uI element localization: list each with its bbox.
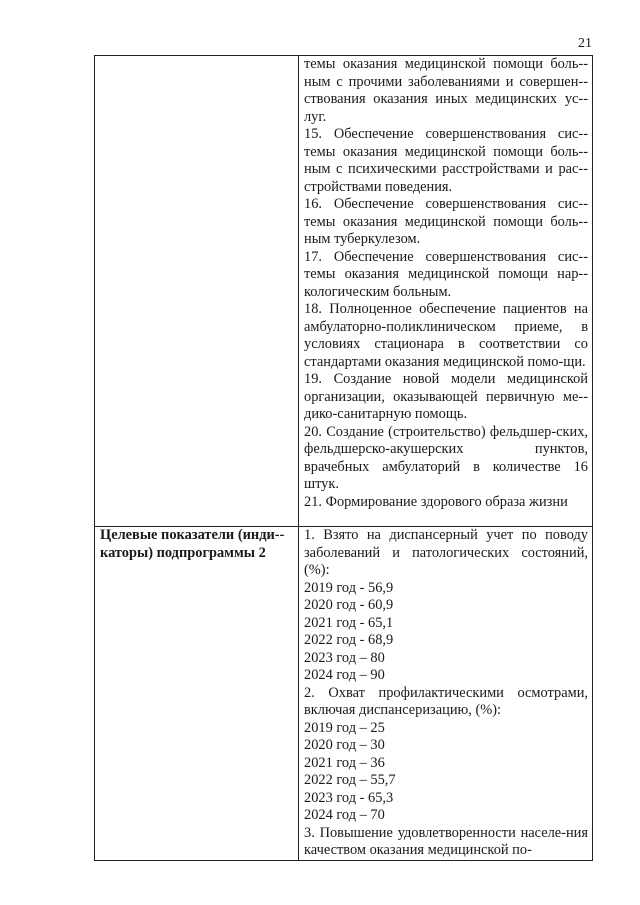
indicators-label: Целевые показатели (инди-каторы) подпрограммы 2 [100,527,285,561]
indicator-1-year-value: 2020 год - 60,9 [304,597,394,613]
indicators-label-cell [95,527,299,861]
indicator-2-year-value: 2023 год - 65,3 [304,789,394,806]
indicator-1-year-value: 2023 год – 80 [304,649,385,666]
task-paragraph: 15. Обеспечение совершенствования сис-темы оказания медицинской помощи боль-ным с психическими расстройствами и рас-стройствами поведения. [304,126,588,195]
indicators-content-cell [299,527,593,861]
indicator-2-year-value: 2021 год – 36 [304,754,385,771]
indicator-2-year-value: 2024 год – 70 [304,807,385,823]
task-paragraph: 17. Обеспечение совершенствования сис-темы оказания медицинской помощи нар-кологическим больным. [304,248,588,300]
indicator-2-year-value: 2022 год – 55,7 [304,772,396,788]
page-number: 21 [578,36,592,51]
indicator-3-title: 3. Повышение удовлетворенности населе-ния качеством оказания медицинской по- [304,824,588,858]
indicator-2-title: 2. Охват профилактическими осмотрами, включая диспансеризацию, (%): [304,684,588,718]
indicator-2-year-value: 2020 год – 30 [304,737,385,753]
indicator-1-year-value: 2024 год – 90 [304,667,385,683]
indicator-1-year-value: 2021 год - 65,1 [304,614,394,631]
subprogram-passport-table [94,55,593,861]
indicator-1-title: 1. Взято на диспансерный учет по поводу заболеваний и патологических состояний, (%): [304,527,588,578]
table-row-tasks [95,56,593,527]
indicator-1-year-value: 2019 год - 56,9 [304,579,394,596]
tasks-label-cell [95,56,299,527]
task-paragraph: 20. Создание (строительство) фельдшер-ских, фельдшерско-акушерских пунктов, врачебных амбулаторий в количестве 16 штук. [304,423,588,492]
task-paragraph: 21. Формирование здорового образа жизни [304,493,568,510]
indicator-1-year-value: 2022 год - 68,9 [304,632,394,648]
tasks-content-cell [299,56,593,527]
indicator-2-year-value: 2019 год – 25 [304,719,385,736]
task-paragraph: 18. Полноценное обеспечение пациентов на амбулаторно-поликлиническом приеме, в условиях стационара в соответствии со стандартами оказания медицинской помо-щи. [304,301,588,370]
table-row-indicators [95,527,593,861]
task-paragraph: 19. Создание новой модели медицинской организации, оказывающей первичную ме-дико-санитарную помощь. [304,371,588,422]
task-paragraph: 16. Обеспечение совершенствования сис-темы оказания медицинской помощи боль-ным туберкулезом. [304,196,588,247]
task-paragraph: темы оказания медицинской помощи боль-ным с прочими заболеваниями и совершен-ствования оказания иных медицинских ус-луг. [304,56,588,125]
